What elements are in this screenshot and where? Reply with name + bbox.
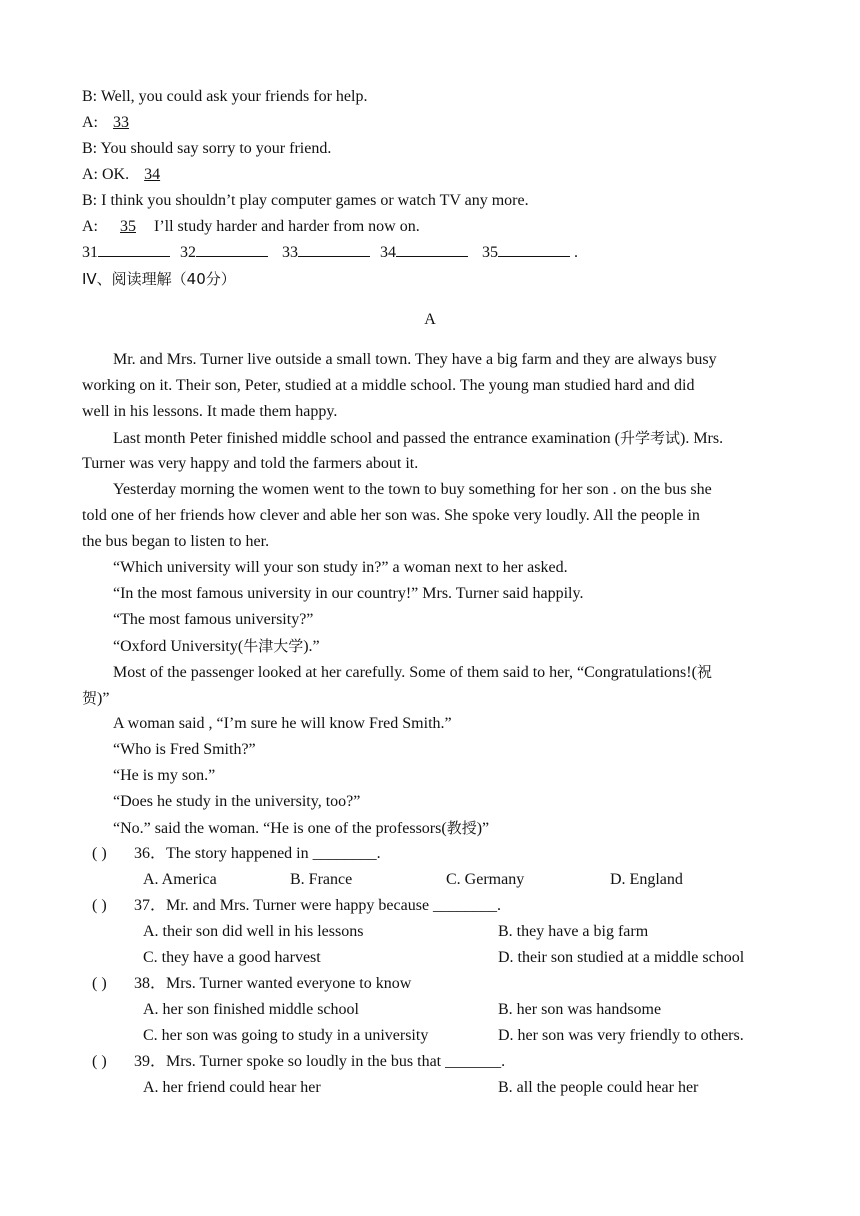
question-stem (0, 841, 860, 867)
answer-option[interactable]: C. Germany (446, 871, 525, 888)
chinese-gloss: 贺 (82, 689, 98, 707)
dialogue-line (82, 214, 420, 240)
answer-parenthesis[interactable]: ( ) (92, 975, 107, 992)
blank-number[interactable]: 33 (113, 114, 129, 131)
chinese-gloss: 祝 (696, 663, 712, 681)
passage-text: Turner was very happy and told the farmers about it. (82, 455, 419, 472)
answer-blank[interactable] (396, 240, 468, 257)
dialogue-line (82, 136, 331, 162)
passage-text: the bus began to listen to her. (82, 533, 270, 550)
answer-blank[interactable] (98, 240, 170, 257)
passage-line (82, 503, 700, 529)
passage-text: “The most famous university?” (113, 611, 314, 628)
passage-line (82, 399, 337, 425)
answer-option[interactable]: A. America (143, 871, 217, 888)
passage-text: “Who is Fred Smith?” (113, 741, 256, 758)
passage-text: working on it. Their son, Peter, studied at a middle school. The young man studied hard and did (82, 377, 695, 394)
passage-text: ).” (303, 638, 320, 655)
dialogue-text: I’ll study harder and harder from now on. (154, 218, 420, 235)
passage-text: Last month Peter finished middle school and passed the entrance examination ( (113, 430, 620, 447)
answer-parenthesis[interactable]: ( ) (92, 845, 107, 862)
passage-line (82, 685, 109, 711)
passage-line (113, 477, 712, 503)
chinese-gloss: 牛津大学 (243, 637, 304, 655)
passage-text: “He is my son.” (113, 767, 216, 784)
dialogue-text: B: I think you shouldn’t play computer games or watch TV any more. (82, 192, 529, 209)
answer-parenthesis[interactable]: ( ) (92, 1053, 107, 1070)
answer-option[interactable]: D. England (610, 871, 683, 888)
answer-blank[interactable] (498, 240, 570, 257)
speaker-label: A: (82, 218, 102, 235)
passage-text: told one of her friends how clever and able her son was. She spoke very loudly. All the people in (82, 507, 700, 524)
question-stem (0, 1049, 860, 1075)
dialogue-line (82, 84, 367, 110)
answer-option[interactable]: A. her friend could hear her (143, 1079, 321, 1096)
answer-number: 33 (282, 244, 298, 261)
answer-option[interactable]: B. her son was handsome (498, 1001, 662, 1018)
passage-label: A (424, 311, 436, 328)
chinese-gloss: 教授 (446, 819, 477, 837)
answer-option[interactable]: B. they have a big farm (498, 923, 649, 940)
question-text: 36．The story happened in ________. (134, 845, 381, 862)
passage-text: “Does he study in the university, too?” (113, 793, 361, 810)
passage-text: well in his lessons. It made them happy. (82, 403, 338, 420)
dialogue-text: B: You should say sorry to your friend. (82, 140, 332, 157)
passage-text: “Oxford University( (113, 638, 244, 655)
answer-option[interactable]: B. France (290, 871, 353, 888)
passage-line (113, 659, 712, 685)
answer-option[interactable]: D. her son was very friendly to others. (498, 1027, 744, 1044)
passage-line (113, 607, 313, 633)
speaker-label: A: (82, 114, 102, 131)
passage-text: Most of the passenger looked at her carefully. Some of them said to her, “Congratulations!( (113, 664, 697, 681)
answer-option[interactable]: B. all the people could hear her (498, 1079, 699, 1096)
passage-line (113, 581, 583, 607)
speaker-label: A: OK. (82, 166, 134, 183)
answer-option[interactable]: C. they have a good harvest (143, 949, 321, 966)
answer-end-mark: . (574, 244, 578, 261)
passage-line (82, 451, 418, 477)
passage-text: A woman said , “I’m sure he will know Fred Smith.” (113, 715, 452, 732)
answer-number: 34 (380, 244, 396, 261)
passage-line (82, 529, 269, 555)
question-text: 37．Mr. and Mrs. Turner were happy because ________. (134, 897, 502, 914)
answer-parenthesis[interactable]: ( ) (92, 897, 107, 914)
passage-line (113, 737, 256, 763)
section-title: IV、阅读理解（40分） (82, 270, 236, 288)
passage-text: “No.” said the woman. “He is one of the professors( (113, 820, 447, 837)
question-text: 39．Mrs. Turner spoke so loudly in the bus that _______. (134, 1053, 506, 1070)
answer-number: 31 (82, 244, 98, 261)
question-text: 38．Mrs. Turner wanted everyone to know (134, 975, 412, 992)
answer-option[interactable]: C. her son was going to study in a university (143, 1027, 429, 1044)
passage-line (113, 789, 360, 815)
passage-line (113, 633, 320, 659)
passage-text: )” (476, 820, 490, 837)
blank-number[interactable]: 34 (144, 166, 161, 183)
dialogue-text: B: Well, you could ask your friends for help. (82, 88, 368, 105)
passage-line (113, 425, 723, 451)
passage-text: “In the most famous university in our country!” Mrs. Turner said happily. (113, 585, 584, 602)
passage-line (113, 555, 568, 581)
passage-line (82, 373, 694, 399)
answer-blanks-row (82, 240, 578, 266)
answer-number: 35 (482, 244, 498, 261)
passage-line (113, 815, 489, 841)
passage-line (113, 347, 717, 373)
dialogue-line (82, 110, 140, 136)
answer-blank[interactable] (298, 240, 370, 257)
passage-text: Yesterday morning the women went to the town to buy something for her son . on the bus she (113, 481, 712, 498)
question-stem (0, 893, 860, 919)
answer-number: 32 (180, 244, 196, 261)
chinese-gloss: 升学考试 (619, 429, 680, 447)
answer-option[interactable]: A. their son did well in his lessons (143, 923, 364, 940)
dialogue-line (82, 188, 529, 214)
passage-text: Mr. and Mrs. Turner live outside a small town. They have a big farm and they are always busy (113, 351, 717, 368)
answer-option[interactable]: D. their son studied at a middle school (498, 949, 745, 966)
answer-blank[interactable] (196, 240, 268, 257)
question-stem (0, 971, 860, 997)
passage-text: )” (97, 690, 110, 707)
answer-option[interactable]: A. her son finished middle school (143, 1001, 359, 1018)
passage-text: ). Mrs. (679, 430, 724, 447)
passage-line (113, 763, 215, 789)
passage-text: “Which university will your son study in?” a woman next to her asked. (113, 559, 568, 576)
dialogue-line (82, 162, 171, 188)
blank-number[interactable]: 35 (120, 218, 136, 235)
passage-line (113, 711, 452, 737)
